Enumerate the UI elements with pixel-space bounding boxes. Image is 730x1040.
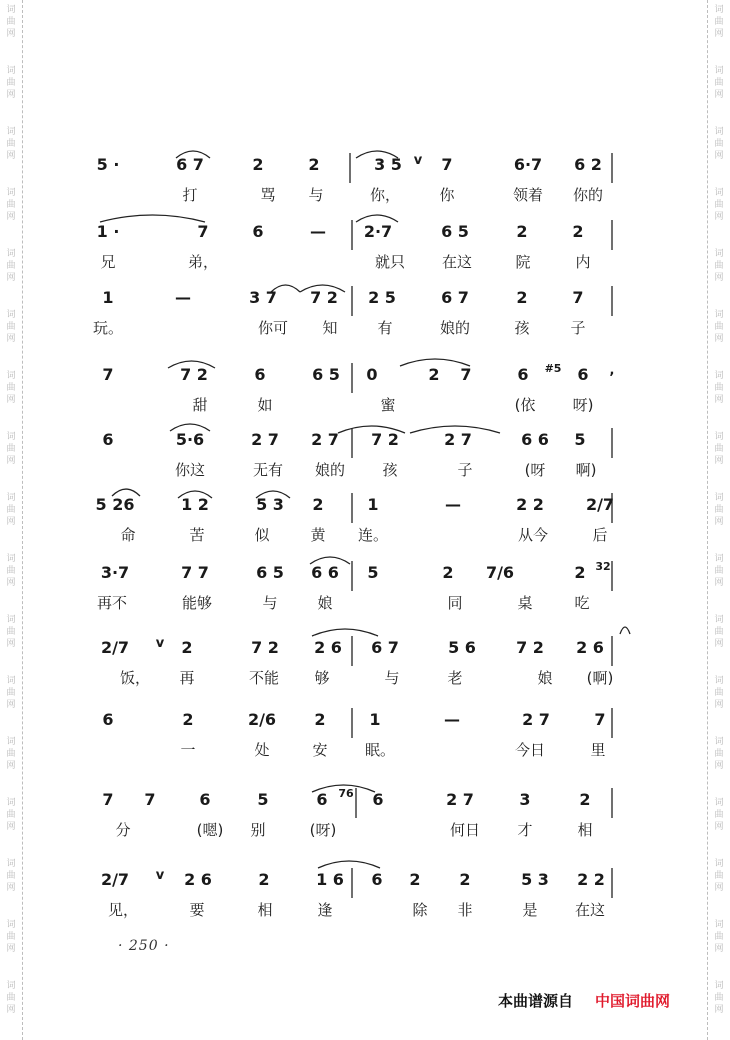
watermark-text: 词 曲 网 [6,249,16,283]
lyric: 见， [107,901,139,919]
note: 3 7 [249,288,277,307]
slur [100,215,205,222]
lyric: 蜜 [380,396,396,414]
note: 2 [258,870,270,889]
note: 2 [428,365,440,384]
source-label: 本曲谱源自 [498,992,574,1010]
lyric: 骂 [260,186,276,204]
note: 7 [594,710,606,729]
note: 6 7 [441,288,469,307]
note: 7 [197,222,209,241]
note: 5 · [96,155,120,174]
note: — [175,288,191,307]
note: 2 [459,870,471,889]
lyric: 呀) [572,396,594,414]
note: 6 [372,790,384,809]
note: 5 26 [95,495,135,514]
note: 6 7 [176,155,204,174]
lyric: 内 [575,253,591,271]
lyric: 如 [257,396,273,414]
lyric: 一 [180,741,196,759]
lyric: 同 [447,594,463,612]
watermark-text: 词 曲 网 [714,249,724,283]
watermark-text: 词 曲 网 [6,615,16,649]
lyric: 领着 [512,186,544,204]
note: 3 [519,790,531,809]
watermark-text: 词 曲 网 [714,920,724,954]
lyric: 非 [457,901,473,919]
lyric: 弟， [187,253,219,271]
note: v [413,153,423,168]
lyric: 你的 [572,186,604,204]
note: 2 7 [251,430,279,449]
lyric: 饭， [119,669,151,687]
watermark-text: 词 曲 网 [6,920,16,954]
note: 2 [181,638,193,657]
lyric: 安 [312,741,328,759]
lyric: 玩。 [92,319,124,337]
lyric: 娘 [317,594,333,612]
note: 2 [516,288,528,307]
lyric: 你这 [174,461,206,479]
note: 7 [572,288,584,307]
source-credit [498,990,670,1011]
watermark-text: 词 曲 网 [6,371,16,405]
watermark-text: 词 曲 网 [6,188,16,222]
lyric: 处 [254,741,270,759]
lyric: 有 [377,319,393,337]
watermark-text: 词 曲 网 [714,615,724,649]
lyric: 娘的 [314,461,346,479]
note: 1 · [96,222,120,241]
note: 6·7 [513,155,543,174]
lyric: 是 [522,901,538,919]
note: 7 [441,155,453,174]
note: 6 6 [311,563,339,582]
lyric: 甜 [192,396,208,414]
lyric: 再不 [96,594,128,612]
note: 3 5 [374,155,402,174]
note: 2 2 [516,495,544,514]
note: 6 [252,222,264,241]
note: 2 5 [368,288,396,307]
lyric: 从今 [517,526,549,544]
lyric: 兄 [100,253,116,271]
lyric: 孩 [514,319,530,337]
note: 2 [409,870,421,889]
note: 7 [102,790,114,809]
note: 3·7 [100,563,130,582]
lyric: (依 [514,396,536,414]
watermark-text: 词 曲 网 [714,432,724,466]
watermark-text: 词 曲 网 [714,66,724,100]
watermark-text: 词 曲 网 [714,737,724,771]
lyric: 吃 [574,594,590,612]
lyric: 无有 [252,461,284,479]
note: 2 [572,222,584,241]
lyric: 啊) [575,461,597,479]
note: 6 [371,870,383,889]
watermark-text: 词 曲 网 [714,371,724,405]
lyric: 与 [262,594,278,612]
lyric: 在这 [574,901,606,919]
lyric: 眠。 [364,741,396,759]
lyric: 打 [182,186,198,204]
lyric: 相 [577,821,593,839]
note: , [609,363,615,378]
lyric: 里 [590,741,606,759]
note: 6 [517,365,529,384]
note: v [155,636,165,651]
watermark-text: 词 曲 网 [714,981,724,1015]
note: 2 7 [444,430,472,449]
note: 2 7 [446,790,474,809]
note: 5 [257,790,269,809]
lyric: 在这 [441,253,473,271]
note: 2 6 [576,638,604,657]
lyric: 娘 [537,669,553,687]
note: 6 [316,790,328,809]
watermark-text: 词 曲 网 [6,493,16,527]
note: 2 7 [522,710,550,729]
slur [312,629,378,636]
note: 1 [369,710,381,729]
note: 6 5 [256,563,284,582]
lyric: 你， [369,186,401,204]
watermark-text: 词 曲 网 [6,432,16,466]
note: 2 [312,495,324,514]
watermark-text: 词 曲 网 [714,859,724,893]
lyric: 与 [384,669,400,687]
lyric: 桌 [517,594,533,612]
lyric: 苦 [189,526,205,544]
note: 2 [574,563,586,582]
note: 1 6 [316,870,344,889]
watermark-text: 词 曲 网 [714,554,724,588]
note: 7 [102,365,114,384]
note: 2/7 [100,870,130,889]
watermark-text: 词 曲 网 [6,127,16,161]
note: 5 3 [256,495,284,514]
note: 6 [199,790,211,809]
lyric: 命 [120,526,136,544]
watermark-text: 词 曲 网 [714,5,724,39]
note: 7 [460,365,472,384]
lyric: 不能 [248,669,280,687]
watermark-text: 词 曲 网 [6,554,16,588]
lyric: 分 [115,821,131,839]
watermark-text: 词 曲 网 [6,66,16,100]
note: 7 7 [181,563,209,582]
watermark-text: 词 曲 网 [714,310,724,344]
watermark-text: 词 曲 网 [6,798,16,832]
lyric: 逢 [317,901,333,919]
note: 1 [102,288,114,307]
note: 2 6 [314,638,342,657]
note: 5 6 [448,638,476,657]
lyric: 似 [254,526,270,544]
note: 6 6 [521,430,549,449]
lyric: 要 [189,901,205,919]
note: 6 [102,710,114,729]
note: 7/6 [485,563,515,582]
watermark-text: 词 曲 网 [6,981,16,1015]
note: 76 [338,787,354,800]
note: 6 7 [371,638,399,657]
note: 5 3 [521,870,549,889]
note: 7 2 [516,638,544,657]
note: 5 [574,430,586,449]
note: 2 2 [577,870,605,889]
note: 7 2 [310,288,338,307]
note: 2 6 [184,870,212,889]
lyric: 才 [517,821,533,839]
watermark-text: 词 曲 网 [714,493,724,527]
note: 5·6 [175,430,205,449]
note: 2/7 [100,638,130,657]
lyric: 别 [250,821,266,839]
page-number: · 250 · [118,938,170,954]
lyric: 与 [308,186,324,204]
note: 2 [252,155,264,174]
lyric: 你可 [257,319,289,337]
note: 2 [516,222,528,241]
note: 7 2 [371,430,399,449]
note: 32 [595,560,611,573]
note: — [444,710,460,729]
lyric: 子 [457,461,473,479]
note: 2 [314,710,326,729]
watermark-text: 词 曲 网 [714,676,724,710]
watermark-text: 词 曲 网 [6,737,16,771]
watermark-text: 词 曲 网 [714,798,724,832]
note: 7 2 [180,365,208,384]
note: — [310,222,326,241]
lyric: 子 [570,319,586,337]
note: 2·7 [363,222,393,241]
note: v [155,868,165,883]
note: 6 5 [441,222,469,241]
lyric: (呀) [309,821,337,839]
watermark-text: 词 曲 网 [6,859,16,893]
note: 7 2 [251,638,279,657]
source-site: 中国词曲网 [595,992,671,1010]
note: 6 5 [312,365,340,384]
note: 2 [182,710,194,729]
watermark-text: 词 曲 网 [6,310,16,344]
lyric: 够 [314,669,330,687]
note: 7 [144,790,156,809]
watermark-text: 词 曲 网 [6,5,16,39]
lyric: 除 [412,901,428,919]
note: 2 7 [311,430,339,449]
lyric: (啊) [586,669,614,687]
lyric: 今日 [514,741,546,759]
lyric: 孩 [382,461,398,479]
note: 2 [579,790,591,809]
note: 6 [102,430,114,449]
slur [620,627,630,634]
watermark-text: 词 曲 网 [6,676,16,710]
note: 0 [366,365,378,384]
slur [356,215,398,222]
watermark-text: 词 曲 网 [714,188,724,222]
note: 2 [442,563,454,582]
lyric: 相 [257,901,273,919]
lyric: 再 [179,669,195,687]
note: #5 [544,362,562,375]
lyric: 黄 [310,526,326,544]
lyric: (嗯) [196,821,224,839]
note: — [445,495,461,514]
note: 1 2 [181,495,209,514]
lyric: 老 [447,669,463,687]
lyric: 能够 [181,594,213,612]
note: 2/6 [247,710,277,729]
note: 6 2 [574,155,602,174]
lyric: 何日 [449,821,481,839]
lyric: 连。 [357,526,389,544]
note: 6 [254,365,266,384]
lyric: (呀 [524,461,546,479]
slur [318,861,380,868]
note: 5 [367,563,379,582]
note: 1 [367,495,379,514]
note: 6 [577,365,589,384]
note: 2 [308,155,320,174]
lyric: 娘的 [439,319,471,337]
lyric: 知 [322,319,338,337]
lyric: 院 [515,253,531,271]
lyric: 就只 [374,253,406,271]
lyric: 后 [592,526,608,544]
lyric: 你 [439,186,455,204]
note: 2/7 [585,495,615,514]
watermark-text: 词 曲 网 [714,127,724,161]
